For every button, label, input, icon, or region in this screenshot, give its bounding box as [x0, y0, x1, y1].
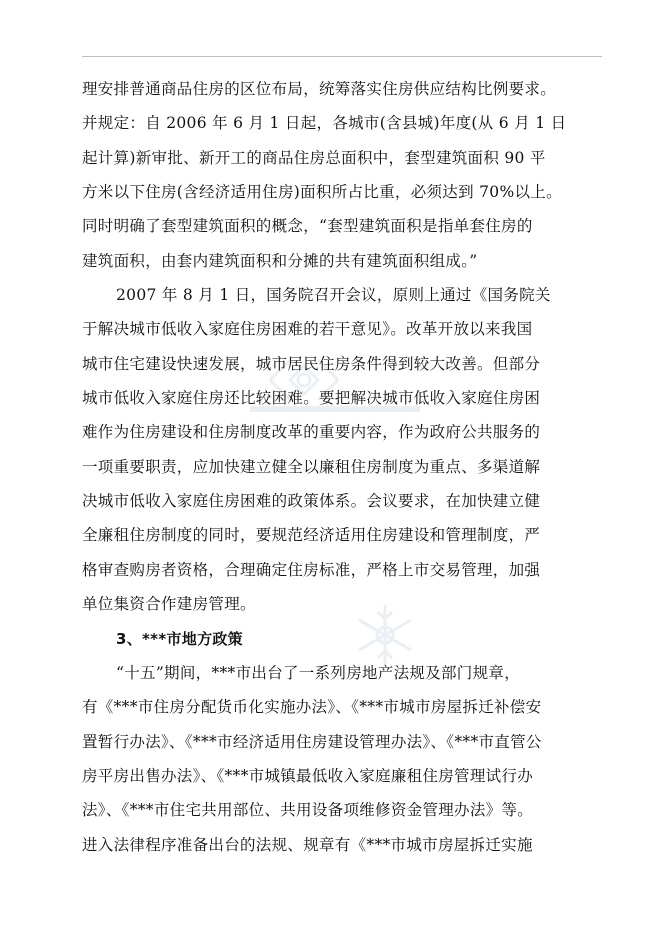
- text-line: 全廉租住房制度的同时，要规范经济适用住房建设和管理制度，严: [82, 526, 541, 545]
- text-line: 难作为住房建设和住房制度改革的重要内容，作为政府公共服务的: [82, 423, 541, 442]
- text-line: 并规定：自 2006 年 6 月 1 日起，各城市(含县城)年度(从 6 月 1 日: [82, 114, 567, 133]
- text-line: 方米以下住房(含经济适用住房)面积所占比重，必须达到 70%以上。: [82, 183, 562, 202]
- paragraph-start-line: “十五”期间，***市出台了一系列房地产法规及部门规章，: [116, 663, 520, 682]
- text-line: 一项重要职责，应加快建立健全以廉租住房制度为重点、多渠道解: [82, 457, 541, 476]
- text-line: 有《***市住房分配货币化实施办法》、《***市城市房屋拆迁补偿安: [82, 698, 542, 717]
- text-line: 起计算)新审批、新开工的商品住房总面积中，套型建筑面积 90 平: [82, 148, 546, 167]
- text-line: 建筑面积，由套内建筑面积和分摊的共有建筑面积组成。”: [82, 251, 478, 270]
- text-line: 单位集资合作建房管理。: [82, 595, 256, 614]
- text-line: 进入法律程序准备出台的法规、规章有《***市城市房屋拆迁实施: [82, 835, 533, 854]
- text-line: 同时明确了套型建筑面积的概念，“套型建筑面积是指单套住房的: [82, 217, 533, 236]
- text-line: 房平房出售办法》、《***市城镇最低收入家庭廉租住房管理试行办: [82, 766, 534, 785]
- text-line: 法》、《***市住宅共用部位、共用设备项维修资金管理办法》等。: [82, 801, 534, 820]
- text-line: 理安排普通商品住房的区位布局，统筹落实住房供应结构比例要求。: [82, 80, 557, 98]
- paragraph-start-line: 2007 年 8 月 1 日，国务院召开会议，原则上通过《国务院关: [116, 286, 551, 305]
- text-line: 决城市低收入家庭住房困难的政策体系。会议要求，在加快建立健: [82, 492, 541, 511]
- text-line: 置暂行办法》、《***市经济适用住房建设管理办法》、《***市直管公: [82, 732, 542, 751]
- text-line: 格审查购房者资格，合理确定住房标准，严格上市交易管理，加强: [82, 560, 541, 579]
- header-rule: [82, 56, 602, 57]
- text-line: 于解决城市低收入家庭住房困难的若干意见》。改革开放以来我国: [82, 320, 533, 339]
- text-line: 城市住宅建设快速发展，城市居民住房条件得到较大改善。但部分: [82, 354, 541, 373]
- section-heading: 3、***市地方政策: [116, 629, 243, 648]
- document-body: [82, 72, 612, 862]
- text-line: 城市低收入家庭住房还比较困难。要把解决城市低收入家庭住房困: [82, 389, 541, 408]
